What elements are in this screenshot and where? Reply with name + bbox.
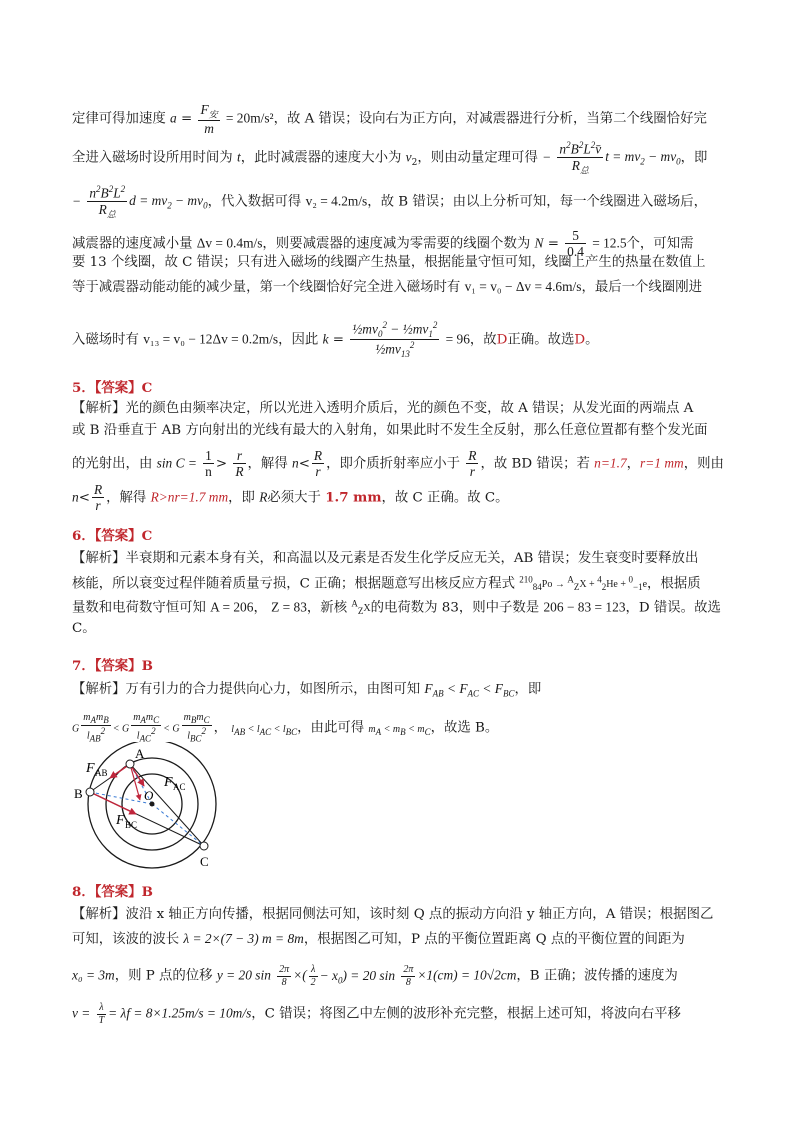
q5-line1 (72, 402, 693, 415)
text: 个，可知需 (626, 236, 694, 252)
text: x₀ = 3m (72, 967, 115, 983)
label-fab-sub: AB (95, 768, 108, 778)
eq-n: = 12.5 (592, 235, 627, 251)
q5-line3: 的光射出，由 sin C = $\frac{1}{n}$ > $\frac{r}{R}$ ，解得 n< $\frac{R}{r}$ ，即介质折射率应小于 $\frac{R}{r}$ ，故 BD 错误；若 n=1.7，r=1 mm，则由 (72, 448, 724, 480)
label-fbc: F (116, 813, 125, 828)
text: ，此时减震器的速度大小为 (240, 150, 402, 166)
block1-line1: 定律可得加速度 a = $\frac{F_安}{m}$ = 20m/s²，故 A 错误；设向右为正方向，对减震器进行分析，当第二个线圈恰好完 (72, 102, 707, 137)
text: 【解析】万有引力的合力提供向心力，如图所示，由图可知 (72, 682, 421, 697)
q8-line1 (72, 908, 713, 921)
text: ，新核 (306, 600, 348, 616)
q6-line4 (72, 622, 96, 635)
q7-line2: G $\frac{m_Am_B}{l_{AB}^2}$ < G $\frac{m_Am_C}{l_{AC}^2}$ < G $\frac{m_Bm_C}{l_{BC}^2}$ ， $l_{AB} < l_{AC} < l_{BC}$，由此可得 $m_A < m_B < m_C$，故选 B。 (72, 712, 499, 744)
text: ，即 (680, 150, 708, 166)
text: ，则要减震器的速度减为零需要的线圈个数为 (262, 236, 531, 252)
text: r=1 mm (640, 455, 684, 471)
text: D (574, 332, 586, 348)
text: R (259, 489, 268, 505)
q7-title: 7．【答案】B (72, 658, 153, 674)
text: Z = 83 (271, 599, 307, 615)
text: 等于减震器动能动能的减少量，第一个线圈恰好完全进入磁场时有 (72, 280, 461, 295)
text: 要 13 个线圈，故 C 错误；只有进入磁场的线圈产生热量，根据能量守恒可知，线圈上产生的热量在数值上 (72, 255, 706, 270)
q7-figure (72, 742, 232, 872)
block1-line2: 全进入磁场时设所用时间为 t，此时减震器的速度大小为 $v_2$，则由动量定理可得 − $\frac{n^2B^2L^2v̄}{R_总}$ $t = mv_2 - mv_0$，即 (72, 140, 708, 176)
text: ，D 错误。故选 (625, 600, 721, 616)
text: ，故 C 正确。故 C。 (381, 490, 509, 506)
text: 206 − 83 = 123 (543, 599, 626, 615)
text: 全进入磁场时设所用时间为 (72, 150, 233, 166)
text: 或 B 沿垂直于 AB 方向射出的光线有最大的入射角，如果此时不发生全反射，那么任意位置都有整个发光面 (72, 423, 708, 438)
text: 正确。故选 (507, 332, 575, 348)
text: 的电荷数为 83，则中子数是 (370, 600, 540, 616)
q8-title: 8．【答案】B (72, 884, 153, 900)
text: R>nr=1.7 mm (150, 489, 229, 505)
q7-line1: 【解析】万有引力的合力提供向心力，如图所示，由图可知 $F_{AB} < F_{AC} < F_{BC}$，即 (72, 681, 542, 699)
dashed-line-b (90, 792, 152, 804)
text: ，则由 (683, 456, 724, 472)
text: C。 (72, 621, 96, 636)
text: ，故 B 错误；由以上分析可知，每一个线圈进入磁场后， (367, 194, 707, 210)
text: ，则由动量定理可得 (417, 150, 538, 166)
q5-line4: n< $\frac{R}{r}$ ，解得 R>nr=1.7 mm，即 R必须大于 1.7 mm，故 C 正确。故 C。 (72, 482, 509, 514)
label-fab: F (86, 761, 95, 776)
text: ，C 错误；将图乙中左侧的波形补充完整，根据上述可知，将波向右平移 (251, 1006, 681, 1022)
text: 定律可得加速度 (72, 111, 166, 127)
text: D (496, 332, 508, 348)
block1-line4: 减震器的速度减小量 Δv = 0.4m/s，则要减震器的速度减为零需要的线圈个数为 N = $\frac{5}{0.4}$ = 12.5个，可知需 (72, 228, 694, 260)
text: ，解得 (106, 490, 147, 506)
q5-title: 5．【答案】C (72, 380, 153, 396)
text: ，即 (514, 682, 542, 697)
text: ，故 BD 错误；若 (480, 456, 590, 472)
text: 的光射出，由 (72, 456, 153, 472)
q6-line2: 核能，所以衰变过程伴随着质量亏损，C 正确；根据题意写出核反应方程式 $^{210}_{84}$Po → $^A_Z$X + $^4_2$He + $^0_{-1}$e，根据质 (72, 575, 701, 593)
text: 【解析】光的颜色由频率决定，所以光进入透明介质后，光的颜色不变，故 A 错误；从发光面的两端点 A (72, 401, 694, 416)
label-a: A (135, 746, 145, 761)
block1-line5 (72, 256, 706, 269)
text: ，故 A 错误；设向右为正方向，对减震器进行分析，当第二个线圈恰好完 (273, 111, 707, 127)
text: ，代入数据可得 (207, 194, 302, 210)
text: ，B 正确；波传播的速度为 (516, 968, 678, 984)
text: ，根据质 (647, 576, 701, 592)
point-a (126, 760, 134, 768)
q8-line4: v = $\frac{\lambda}{T}$ = λf = 8×1.25m/s = 10m/s，C 错误；将图乙中左侧的波形补充完整，根据上述可知，将波向右平移 (72, 1002, 681, 1026)
point-c (200, 842, 208, 850)
block1-line7: 入磁场时有 v₁₃ = v₀ − 12Δv = 0.2m/s，因此 k = $\frac{\frac{1}{2}mv_0^2 - \frac{1}{2}mv_1^2}{\frac{1}{2}mv_{13}^2}$ = 96，故D正确。故选D。 (72, 320, 599, 360)
label-c: C (200, 854, 209, 869)
q8-line2 (72, 932, 685, 946)
block1-line3: − $\frac{n^2B^2L^2}{R_总}$ $d = mv_2 - mv_0$，代入数据可得 v₂ = 4.2m/s，故 B 错误；由以上分析可知，每一个线圈进入磁场后， (72, 184, 707, 220)
text: 1.7 mm (325, 489, 382, 506)
text: λ = 2×(7 − 3) m = 8m (183, 931, 304, 946)
q6-line1 (72, 552, 698, 565)
eq-a: = 20m/s² (225, 110, 274, 126)
text: 【解析】半衰期和元素本身有关，和高温以及元素是否发生化学反应无关，AB 错误；发生衰变时要释放出 (72, 551, 699, 566)
q6-line3: 量数和电荷数守恒可知 A = 206， Z = 83，新核 $^A_Z$X的电荷数为 83，则中子数是 206 − 83 = 123，D 错误。故选 (72, 599, 721, 617)
text: n=1.7 (594, 455, 627, 471)
eq-v2: v₂ = 4.2m/s (305, 193, 368, 209)
text: 减震器的速度减小量 (72, 236, 193, 252)
text: ，因此 (278, 332, 319, 348)
label-fac-sub: AC (173, 782, 186, 792)
text: = λf = 8×1.25m/s = 10m/s (108, 1005, 252, 1021)
text: ，根据图乙可知， (303, 932, 411, 947)
text: P 点的平衡位置距离 Q 点的平衡位置的间距为 (410, 932, 685, 947)
eq-k: = 96 (445, 331, 470, 347)
arrow-fbc (90, 792, 136, 814)
text: 【解析】波沿 x 轴正方向传播，根据同侧法可知，该时刻 Q 点的振动方向沿 y 轴正方向，A 错误；根据图乙 (72, 907, 714, 922)
label-o: O (144, 788, 154, 803)
eq-v13: v₁₃ = v₀ − 12Δv = 0.2m/s (143, 331, 279, 347)
text: ，由此可得 (297, 720, 365, 736)
eq-dv: Δv = 0.4m/s (196, 235, 263, 251)
eq-v1: v₁ = v₀ − Δv = 4.6m/s (464, 279, 582, 294)
text: ，解得 (247, 456, 288, 472)
point-b (86, 788, 94, 796)
q8-line3: x₀ = 3m，则 P 点的位移 y = 20 sin $\frac{2\pi}{8}$ ×( $\frac{\lambda}{2}$ − $x_0) = 20$ sin $\frac{2\pi}{8}$ ×1(cm) = 10√2cm，B 正确；波传播的速度为 (72, 964, 678, 988)
text: 量数和电荷数守恒可知 (72, 600, 206, 616)
q6-title: 6．【答案】C (72, 528, 153, 544)
text: ，最后一个线圈刚进 (581, 280, 702, 295)
text: ，即 (228, 490, 255, 506)
text: 核能，所以衰变过程伴随着质量亏损，C 正确；根据题意写出核反应方程式 (72, 576, 515, 592)
text: ，即介质折射率应小于 (326, 456, 461, 472)
text: ，故 (469, 332, 497, 348)
text: ，故选 B。 (430, 720, 499, 736)
label-b: B (74, 786, 83, 801)
label-fac: F (164, 775, 173, 790)
text: 入磁场时有 (72, 332, 139, 348)
text: 可知，该波的波长 (72, 932, 180, 947)
text: 必须大于 (267, 490, 321, 506)
block1-line6 (72, 280, 702, 294)
text: ，则 P 点的位移 (114, 968, 213, 984)
text: 。 (585, 332, 599, 348)
q5-line2 (72, 424, 708, 437)
text: A = 206 (210, 599, 254, 615)
label-fbc-sub: BC (125, 820, 138, 830)
